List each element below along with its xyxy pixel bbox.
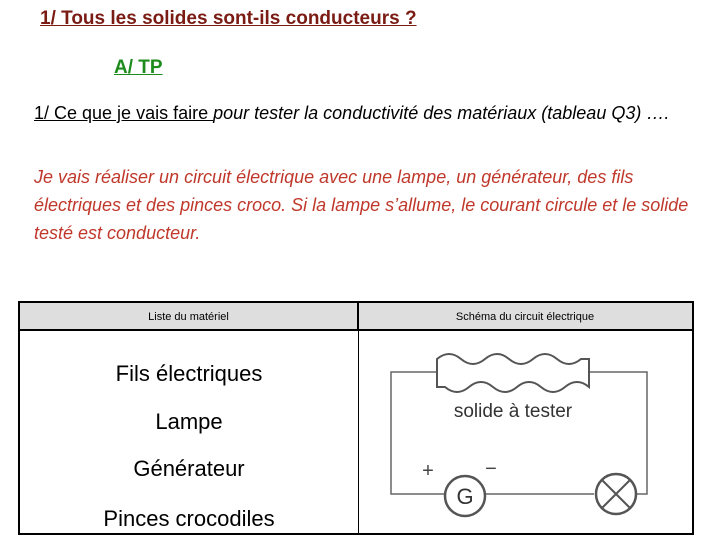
circuit-schema bbox=[359, 331, 692, 533]
solid-sample bbox=[437, 354, 589, 392]
materials-list bbox=[20, 331, 358, 533]
material-wires: Fils électriques bbox=[115, 361, 263, 386]
question-rest: pour tester la conductivité des matériaux (tableau Q3) …. bbox=[213, 103, 670, 123]
minus-sign: − bbox=[485, 458, 497, 480]
answer-text: Je vais réaliser un circuit électrique avec une lampe, un générateur, des fils électriques et des pinces croco. Si la lampe s’allume, le courant circule et le solide testé est conducteur. bbox=[34, 167, 689, 243]
question-text bbox=[34, 100, 704, 126]
wire-left bbox=[391, 372, 446, 494]
question-label: 1/ Ce que je vais faire bbox=[34, 103, 214, 123]
materials-table bbox=[18, 301, 694, 535]
plus-sign: + bbox=[422, 460, 434, 482]
page-title: 1/ Tous les solides sont-ils conducteurs ? bbox=[40, 8, 417, 29]
material-clips: Pinces crocodiles bbox=[103, 506, 275, 531]
material-generator: Générateur bbox=[133, 456, 245, 481]
header-circuit-schema: Schéma du circuit électrique bbox=[358, 303, 692, 331]
header-materials: Liste du matériel bbox=[20, 303, 358, 331]
section-title: A/ TP bbox=[114, 57, 163, 78]
generator-label: G bbox=[456, 484, 474, 509]
circuit-diagram bbox=[359, 331, 692, 533]
solid-label: solide à tester bbox=[453, 401, 573, 422]
material-lamp: Lampe bbox=[155, 409, 223, 434]
